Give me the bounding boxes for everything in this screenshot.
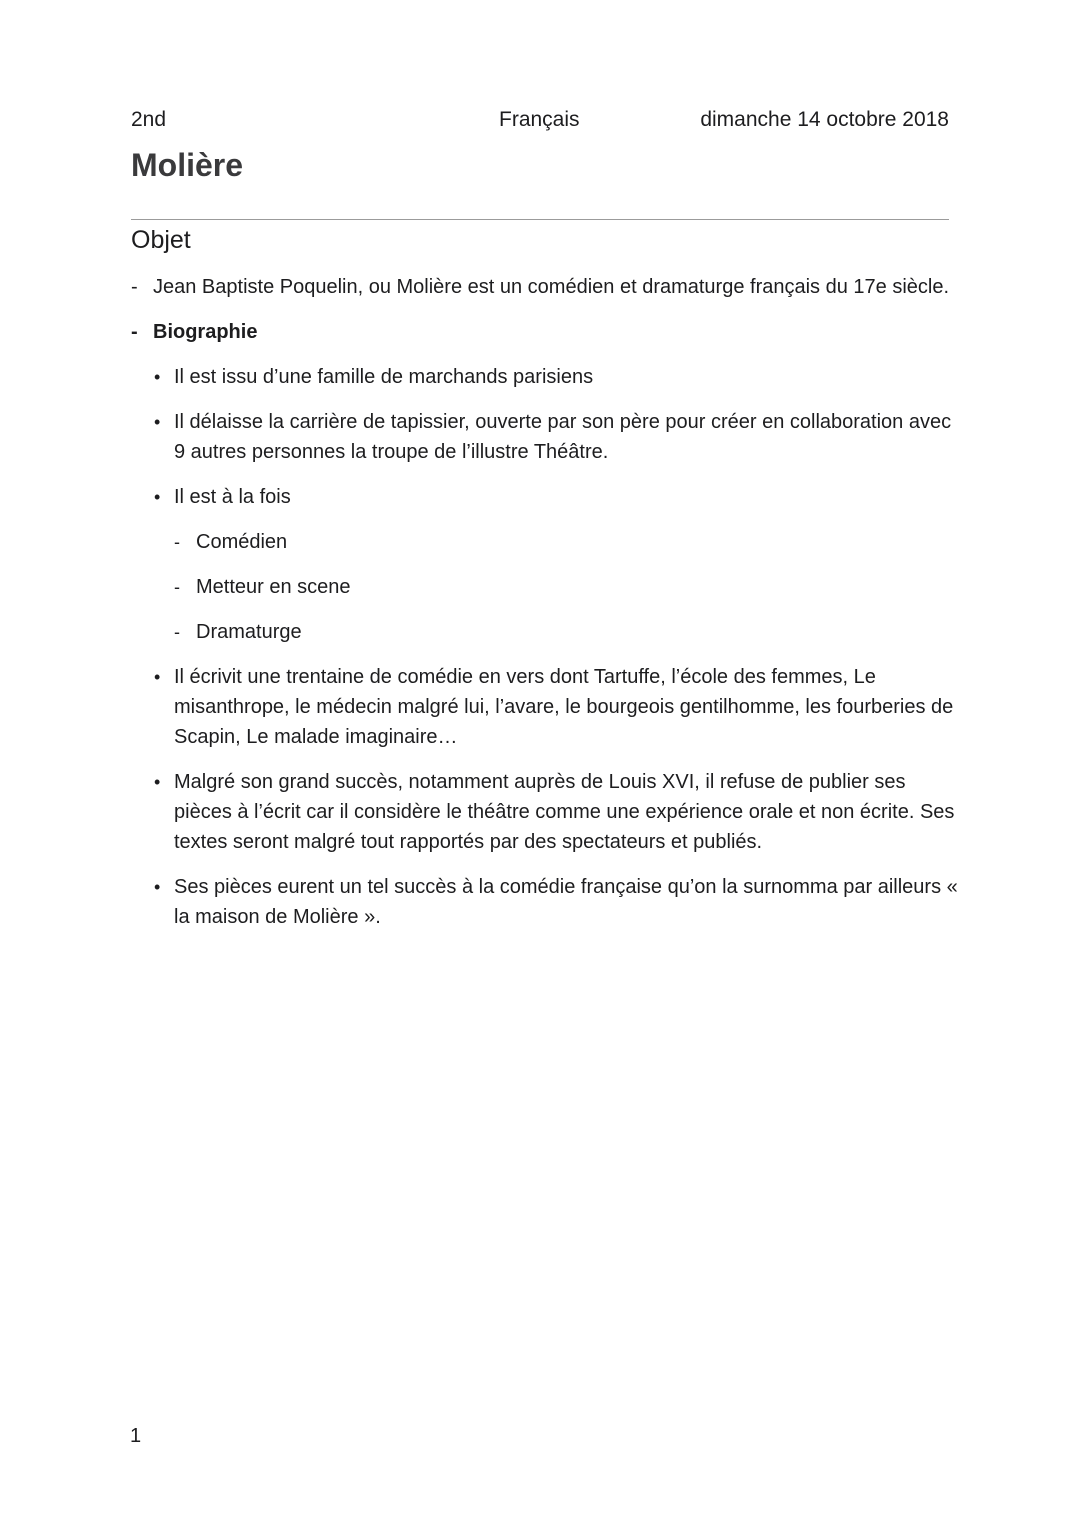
title-divider (131, 219, 949, 220)
dash-marker: - (174, 577, 180, 597)
biography-heading: Biographie (153, 321, 258, 343)
bullet-marker: • (154, 412, 161, 432)
document-body (131, 272, 961, 947)
biography-bullet (153, 362, 961, 392)
bullet-marker: • (154, 667, 161, 687)
biography-item (131, 317, 961, 347)
bullet-marker: • (154, 487, 161, 507)
bullet-text: Il est à la fois (174, 486, 291, 508)
bullet-text: Il écrivit une trentaine de comédie en vers dont Tartuffe, l’école des femmes, Le misanthrope, le médecin malgré lui, l’avare, le bourgeois gentilhomme, les fourberies de Scapin, Le malade imaginaire… (174, 666, 954, 748)
bullet-marker: • (154, 877, 161, 897)
header-date: dimanche 14 octobre 2018 (700, 108, 949, 131)
biography-bullet (153, 872, 961, 932)
intro-item (131, 272, 961, 302)
role-item (174, 617, 961, 647)
role-text: Metteur en scene (196, 576, 351, 598)
biography-bullet (153, 662, 961, 752)
bullet-marker: • (154, 367, 161, 387)
biography-bullet (153, 482, 961, 647)
bullet-text: Ses pièces eurent un tel succès à la comédie française qu’on la surnomma par ailleurs « la maison de Molière ». (174, 876, 958, 928)
dash-marker: - (174, 532, 180, 552)
biography-bullet (153, 407, 961, 467)
biography-bullet (153, 767, 961, 857)
page-number: 1 (130, 1425, 142, 1447)
dash-marker: - (131, 321, 138, 343)
bullet-text: Il délaisse la carrière de tapissier, ouverte par son père pour créer en collaboration avec 9 autres personnes la troupe de l’illustre Théâtre. (174, 411, 952, 463)
biography-list (153, 362, 961, 932)
section-heading: Objet (131, 226, 191, 254)
bullet-text: Il est issu d’une famille de marchands parisiens (174, 366, 594, 388)
roles-list (174, 527, 961, 647)
header-subject: Français (499, 108, 580, 131)
role-text: Dramaturge (196, 621, 302, 643)
intro-text: Jean Baptiste Poquelin, ou Molière est un comédien et dramaturge français du 17e siècle. (153, 276, 950, 298)
document-title: Molière (131, 147, 244, 183)
bullet-marker: • (154, 772, 161, 792)
page-header (131, 108, 949, 138)
role-item (174, 527, 961, 557)
role-item (174, 572, 961, 602)
role-text: Comédien (196, 531, 288, 553)
dash-marker: - (131, 276, 138, 298)
dash-marker: - (174, 622, 180, 642)
bullet-text: Malgré son grand succès, notamment auprès de Louis XVI, il refuse de publier ses pièces à l’écrit car il considère le théâtre comme une expérience orale et non écrite. Ses textes seront malgré tout rapportés par des spectateurs et publiés. (174, 771, 955, 853)
header-class-label: 2nd (131, 108, 167, 131)
